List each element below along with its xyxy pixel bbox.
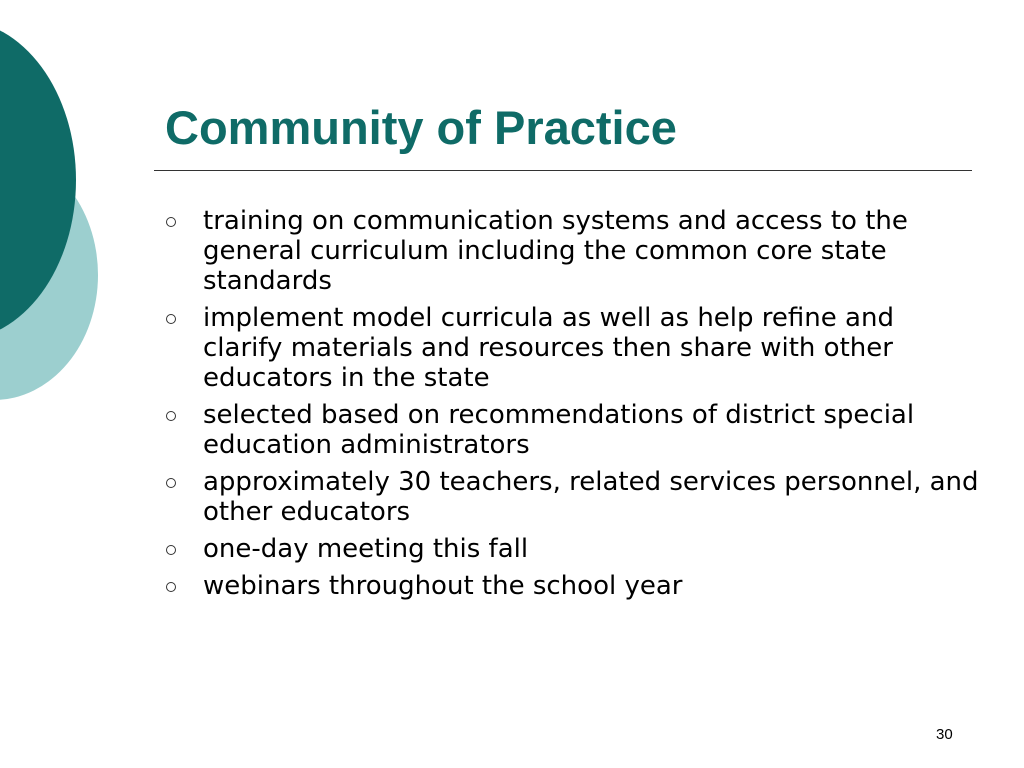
bullet-text: approximately 30 teachers, related services personnel, and other educators xyxy=(203,467,979,527)
hollow-circle-bullet-icon xyxy=(166,411,176,421)
hollow-circle-bullet-icon xyxy=(166,217,176,227)
bullet-item xyxy=(160,206,980,296)
page-number: 30 xyxy=(936,726,953,743)
title-divider xyxy=(154,170,972,171)
hollow-circle-bullet-icon xyxy=(166,478,176,488)
bullet-item xyxy=(160,571,980,601)
hollow-circle-bullet-icon xyxy=(166,545,176,555)
bullet-text: webinars throughout the school year xyxy=(203,571,683,601)
hollow-circle-bullet-icon xyxy=(166,582,176,592)
slide-title: Community of Practice xyxy=(165,101,677,154)
bullet-item xyxy=(160,467,980,527)
bullet-text: implement model curricula as well as help refine and clarify materials and resources then share with other educators in the state xyxy=(203,303,894,393)
hollow-circle-bullet-icon xyxy=(166,314,176,324)
bullet-text: training on communication systems and access to the general curriculum including the common core state standards xyxy=(203,206,908,296)
bullet-text: selected based on recommendations of district special education administrators xyxy=(203,400,915,460)
bullet-item xyxy=(160,303,980,393)
bullet-item xyxy=(160,534,980,564)
bullet-item xyxy=(160,400,980,460)
bullet-text: one-day meeting this fall xyxy=(203,534,529,564)
bullet-list xyxy=(160,206,980,608)
